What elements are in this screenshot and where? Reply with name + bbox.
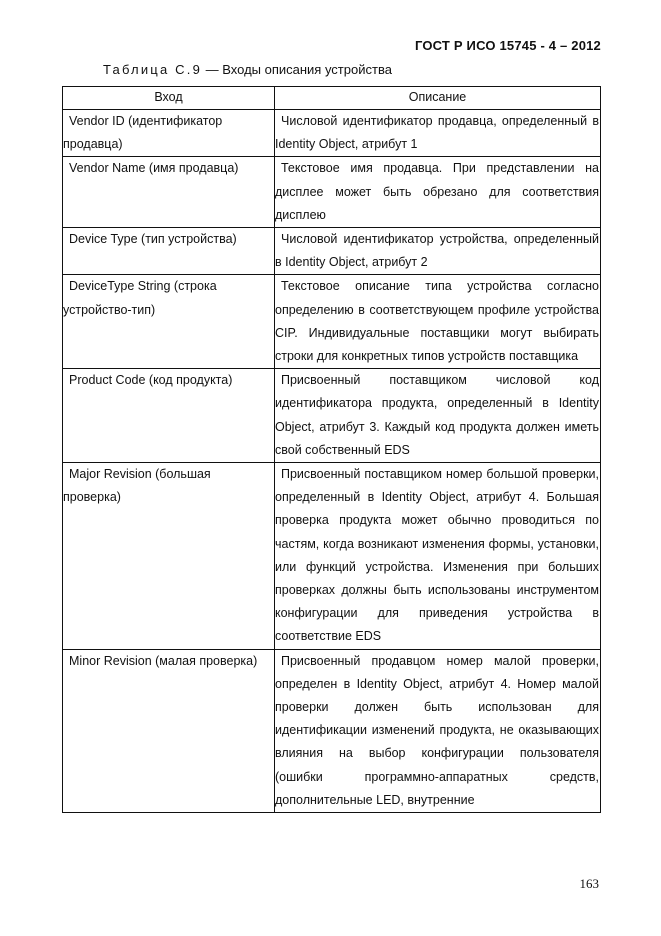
input-cell: Device Type (тип устройства) — [63, 228, 275, 275]
document-header: ГОСТ Р ИСО 15745 - 4 – 2012 — [414, 38, 601, 53]
description-cell: Числовой идентификатор продавца, определенный в Identity Object, атрибут 1 — [275, 110, 601, 157]
table-row — [63, 369, 601, 463]
input-cell: DeviceType String (строка устройство-тип) — [63, 275, 275, 369]
column-header-input: Вход — [63, 87, 275, 110]
description-cell: Текстовое описание типа устройства согласно определению в соответствующем профиле устройства CIP. Индивидуальные поставщики могут выбирать строки для конкретных типов устройств поставщика — [275, 275, 601, 369]
table-header-row — [63, 87, 601, 110]
table-row — [63, 157, 601, 228]
table-caption-text: — Входы описания устройства — [202, 62, 392, 77]
description-cell: Текстовое имя продавца. При представлении на дисплее может быть обрезано для соответствия дисплею — [275, 157, 601, 228]
table-row — [63, 649, 601, 812]
description-cell: Присвоенный продавцом номер малой проверки, определен в Identity Object, атрибут 4. Номер малой проверки должен быть использован для идентификации изменений продукта, не оказывающих влияния на выбор конфигурации пользователя (ошибки программно-аппаратных средств, дополнительные LED, внутренние — [275, 649, 601, 812]
input-cell: Major Revision (большая проверка) — [63, 463, 275, 650]
table-row — [63, 463, 601, 650]
input-cell: Minor Revision (малая проверка) — [63, 649, 275, 812]
description-cell: Числовой идентификатор устройства, определенный в Identity Object, атрибут 2 — [275, 228, 601, 275]
device-inputs-table — [62, 86, 601, 813]
table-row — [63, 110, 601, 157]
table-caption — [103, 62, 392, 77]
input-cell: Product Code (код продукта) — [63, 369, 275, 463]
table-row — [63, 228, 601, 275]
input-cell: Vendor Name (имя продавца) — [63, 157, 275, 228]
description-cell: Присвоенный поставщиком числовой код идентификатора продукта, определенный в Identity Object, атрибут 3. Каждый код продукта должен иметь свой собственный EDS — [275, 369, 601, 463]
input-cell: Vendor ID (идентификатор продавца) — [63, 110, 275, 157]
column-header-description: Описание — [275, 87, 601, 110]
table-caption-label: Таблица С.9 — [103, 62, 203, 77]
page-number: 163 — [579, 876, 599, 891]
table-row — [63, 275, 601, 369]
description-cell: Присвоенный поставщиком номер большой проверки, определенный в Identity Object, атрибут 4. Большая проверка продукта может обычно проводиться по частям, когда возникают изменения формы, установки, или функций устройства. Изменения при больших проверках должны быть использованы инструментом конфигурации для приведения устройства в соответствие EDS — [275, 463, 601, 650]
